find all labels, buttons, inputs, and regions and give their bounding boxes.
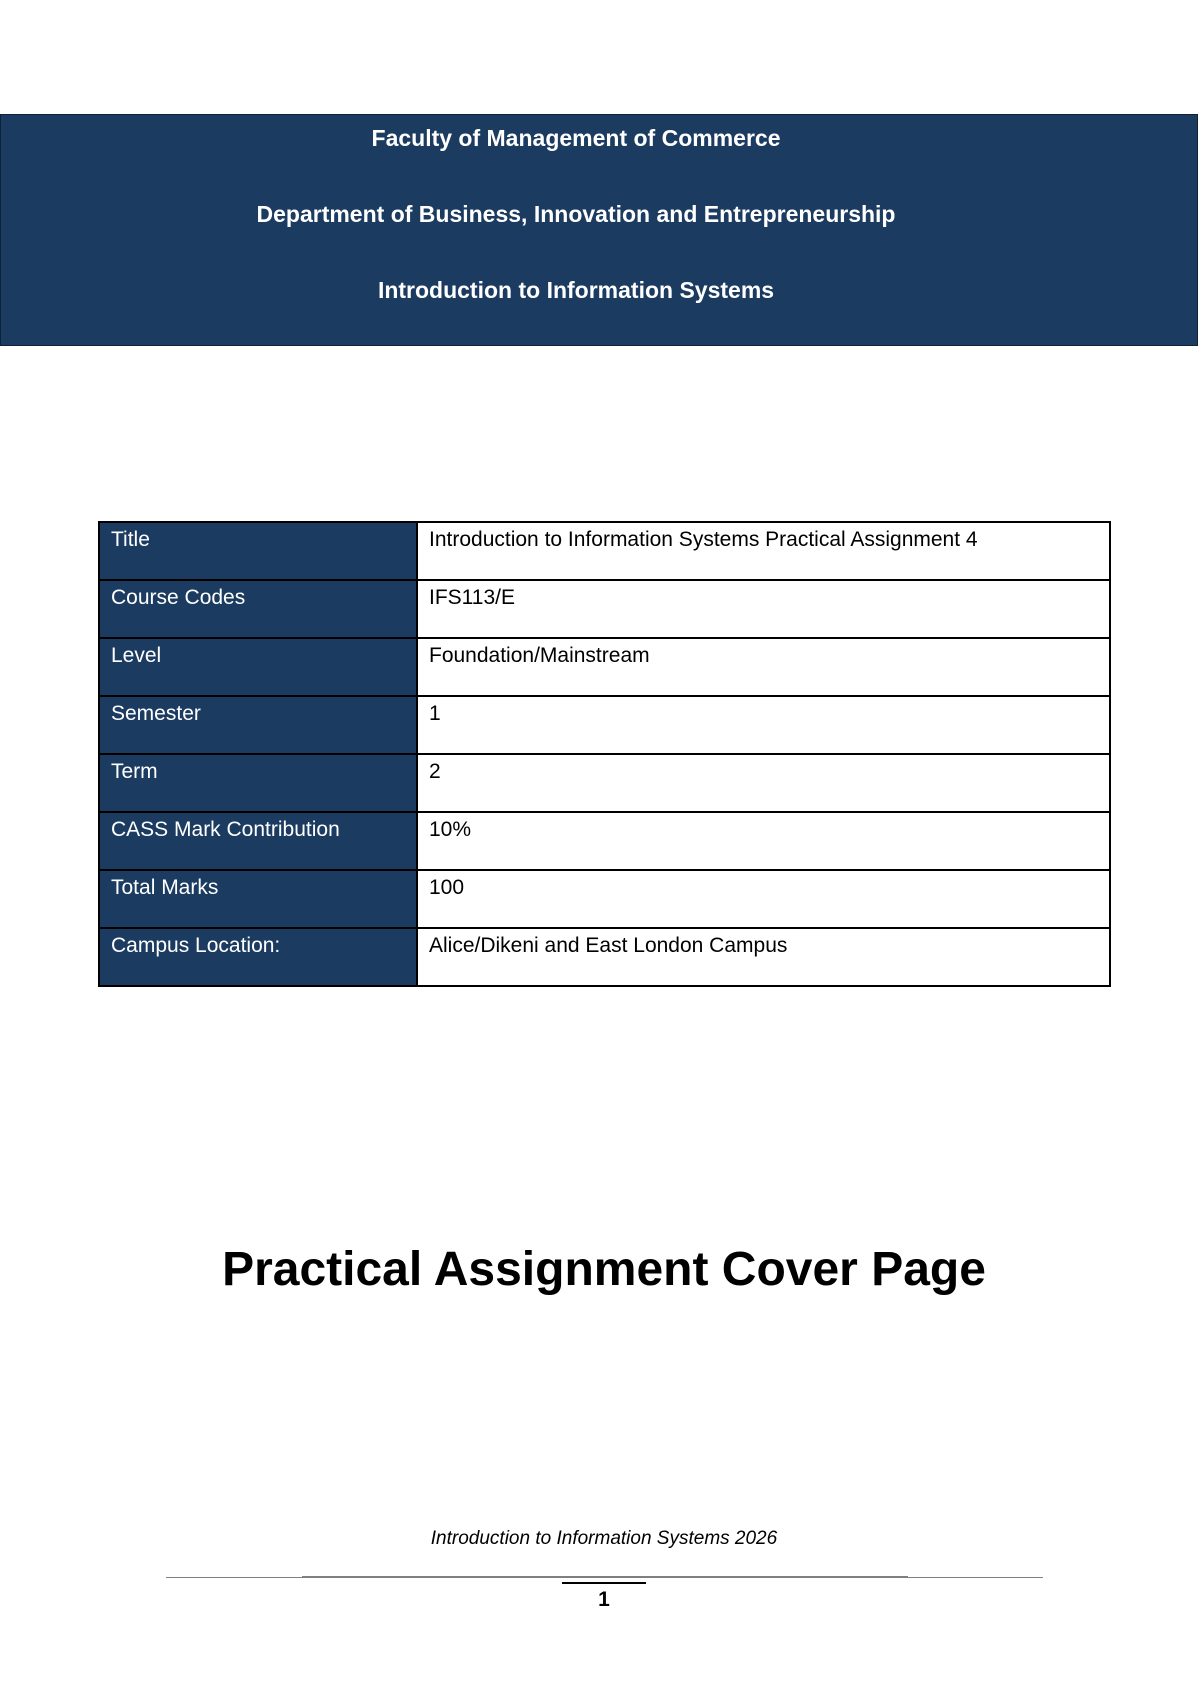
row-label: Campus Location: [99,928,417,986]
row-value: Foundation/Mainstream [417,638,1110,696]
department-heading: Department of Business, Innovation and Entrepreneurship [256,201,896,227]
row-value: Introduction to Information Systems Practical Assignment 4 [417,522,1110,580]
header-band [0,114,1198,346]
row-value: 2 [417,754,1110,812]
table-row [99,522,1110,580]
row-value: IFS113/E [417,580,1110,638]
table-row [99,754,1110,812]
row-label: Course Codes [99,580,417,638]
table-row [99,696,1110,754]
module-heading: Introduction to Information Systems [377,277,775,303]
row-value: Alice/Dikeni and East London Campus [417,928,1110,986]
page-number: 1 [598,1588,610,1611]
footer-text: Introduction to Information Systems 2026 [430,1528,778,1549]
row-label: Title [99,522,417,580]
table-row [99,638,1110,696]
cover-page-title: Practical Assignment Cover Page [222,1243,986,1296]
row-label: Total Marks [99,870,417,928]
table-row [99,812,1110,870]
footer-divider [302,1576,908,1578]
row-value: 10% [417,812,1110,870]
row-value: 100 [417,870,1110,928]
table-row [99,870,1110,928]
row-label: Semester [99,696,417,754]
faculty-heading: Faculty of Management of Commerce [371,125,781,151]
row-label: Term [99,754,417,812]
row-label: Level [99,638,417,696]
assignment-info-table [98,521,1111,987]
page-number-rule [562,1582,646,1584]
table-row [99,580,1110,638]
row-label: CASS Mark Contribution [99,812,417,870]
row-value: 1 [417,696,1110,754]
table-row [99,928,1110,986]
